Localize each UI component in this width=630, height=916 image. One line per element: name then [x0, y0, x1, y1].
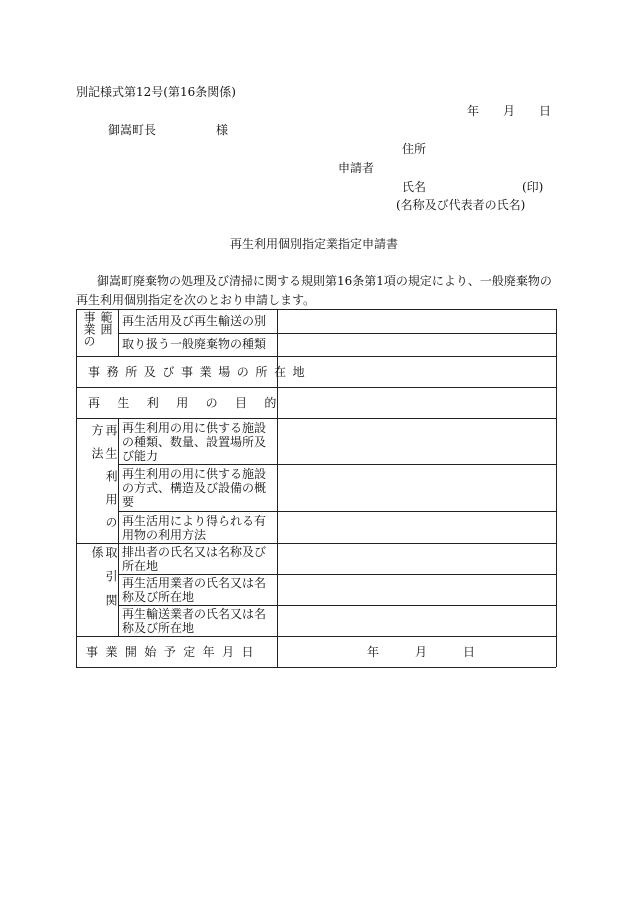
table-rule — [76, 356, 556, 357]
method-row-1-line-1: 再生利用の用に供する施設 — [122, 421, 267, 435]
method-row-2-line-2: の方式、構造及び設備の概 — [122, 481, 267, 495]
trade-row-3-line-1: 再生輸送業者の氏名又は名 — [122, 607, 267, 621]
form-number-label: 別記様式第12号(第16条関係) — [76, 85, 236, 99]
document-title: 再生利用個別指定業指定申請書 — [230, 237, 399, 251]
table-rule — [118, 605, 556, 606]
table-rule — [76, 636, 556, 637]
method-row-1-line-2: の種類、数量、設置場所及 — [122, 435, 267, 449]
body-text-line-1: 御嵩町廃棄物の処理及び清掃に関する規則第16条第1項の規定により、一般廃棄物の — [97, 274, 552, 288]
name-note: (名称及び代表者の氏名) — [396, 198, 526, 212]
name-label: 氏名 — [402, 180, 427, 194]
table-rule — [118, 333, 556, 334]
scope-row-1-label: 再生活用及び再生輸送の別 — [122, 314, 267, 328]
table-border-left — [76, 309, 77, 667]
start-date-label: 事業開始予定年月日 — [86, 645, 261, 659]
address-label: 住所 — [402, 142, 427, 156]
scope-head-b: 範囲 — [99, 311, 113, 335]
applicant-label: 申請者 — [338, 161, 375, 175]
table-head-divider — [118, 418, 119, 636]
method-head: 再生利用の方法 — [90, 424, 118, 539]
method-row-2-line-3: 要 — [122, 495, 135, 509]
addressee: 御嵩町長 様 — [108, 123, 229, 137]
method-row-3-line-1: 再生活用により得られる有 — [122, 514, 267, 528]
method-row-3-line-2: 用物の利用方法 — [122, 528, 207, 542]
trade-row-2-line-2: 称及び所在地 — [122, 590, 195, 604]
office-location-label: 事務所及び事業場の所在地 — [88, 365, 312, 379]
table-value-divider — [277, 309, 278, 667]
trade-row-1-line-2: 所在地 — [122, 559, 159, 573]
application-date: 年 月 日 — [467, 104, 552, 118]
scope-head-a: 事業の — [82, 311, 96, 347]
table-head-divider — [118, 309, 119, 356]
table-border-top — [76, 309, 556, 310]
start-date-value: 年 月 日 — [367, 645, 476, 659]
method-row-1-line-3: び能力 — [122, 449, 159, 463]
table-rule — [76, 387, 556, 388]
trade-row-3-line-2: 称及び所在地 — [122, 621, 195, 635]
scope-row-2-label: 取り扱う一般廃棄物の種類 — [122, 337, 267, 351]
trade-row-2-line-1: 再生活用業者の氏名又は名 — [122, 576, 267, 590]
table-rule — [118, 574, 556, 575]
table-rule — [76, 543, 556, 544]
body-text-line-2: 再生利用個別指定を次のとおり申請します。 — [76, 293, 316, 307]
seal-mark: (印) — [522, 180, 544, 194]
trade-head: 取引関係 — [90, 546, 118, 618]
table-border-bottom — [76, 667, 556, 668]
table-rule — [118, 464, 556, 465]
table-rule — [118, 511, 556, 512]
trade-row-1-line-1: 排出者の氏名又は名称及び — [122, 545, 267, 559]
table-border-right — [556, 309, 557, 667]
method-row-2-line-1: 再生利用の用に供する施設 — [122, 467, 267, 481]
table-rule — [76, 418, 556, 419]
purpose-label: 再生利用の目的 — [88, 396, 294, 410]
